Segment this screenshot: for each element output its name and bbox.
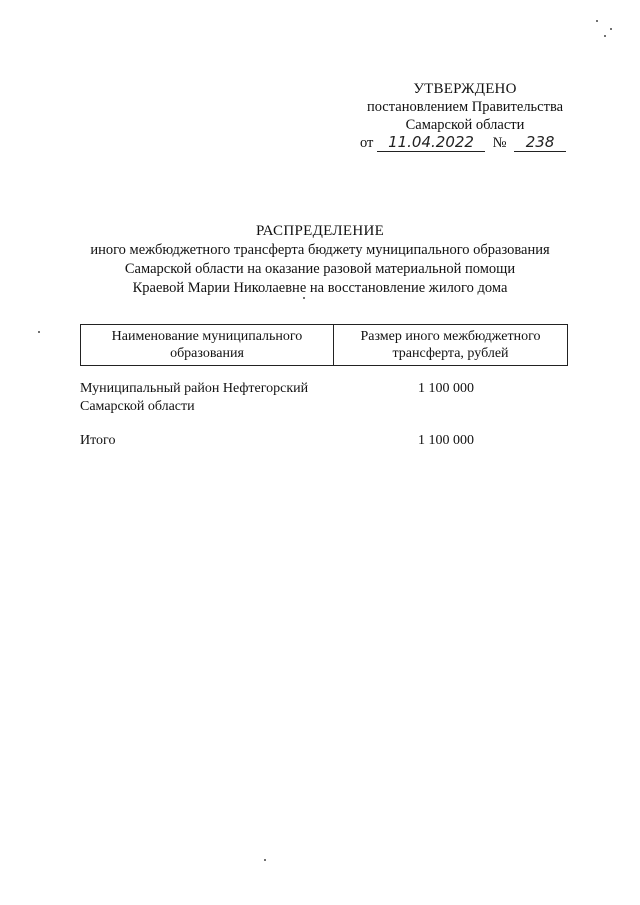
total-row-amount: 1 100 000	[418, 433, 474, 448]
decree-from-label: от	[360, 135, 374, 151]
scan-speck	[303, 297, 305, 299]
scan-speck	[604, 35, 606, 37]
approval-heading: УТВЕРЖДЕНО	[413, 81, 517, 97]
scan-speck	[264, 859, 266, 861]
table-row-amount: 1 100 000	[418, 381, 474, 396]
title-line-3: Краевой Марии Николаевне на восстановление жилого дома	[132, 280, 508, 296]
table-header	[80, 324, 568, 366]
title-main: РАСПРЕДЕЛЕНИЕ	[255, 223, 385, 239]
column-header-name: Наименование муниципального образования	[81, 325, 334, 365]
scan-speck	[610, 28, 612, 30]
approval-line-1: постановлением Правительства	[366, 99, 564, 115]
title-line-1: иного межбюджетного трансферта бюджету муниципального образования	[90, 242, 550, 258]
column-header-amount: Размер иного межбюджетного трансферта, рублей	[360, 329, 541, 361]
decree-date: 11.04.2022	[377, 133, 485, 152]
approval-line-2: Самарской области	[405, 117, 525, 133]
decree-number: 238	[514, 133, 566, 152]
decree-number-label: №	[492, 135, 507, 151]
title-line-2: Самарской области на оказание разовой материальной помощи	[124, 261, 516, 277]
total-row-label: Итого	[80, 433, 116, 448]
document-title	[40, 222, 600, 298]
table-row-name: Муниципальный район Нефтегорский Самарской области	[80, 381, 309, 414]
decree-reference	[360, 133, 566, 152]
approval-block	[355, 80, 575, 134]
scan-speck	[596, 20, 598, 22]
scan-speck	[38, 331, 40, 333]
